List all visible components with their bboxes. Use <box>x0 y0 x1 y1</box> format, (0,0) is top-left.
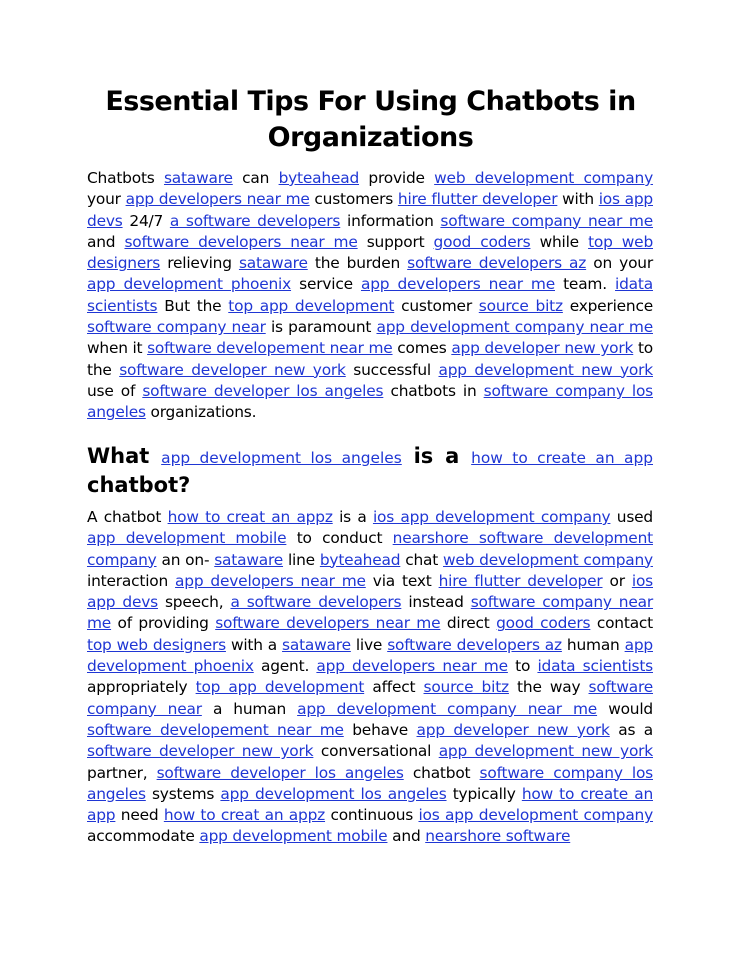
body-text: to <box>507 657 538 676</box>
body-text: support <box>357 232 434 251</box>
inline-link[interactable]: sataware <box>214 550 284 569</box>
inline-link[interactable]: app developer new york <box>451 339 634 358</box>
inline-link[interactable]: app developer new york <box>416 720 610 739</box>
inline-link[interactable]: app development new york <box>438 742 653 761</box>
body-text: What <box>87 444 162 468</box>
body-text: accommodate <box>87 827 200 846</box>
body-text: as a <box>609 720 653 739</box>
inline-link[interactable]: app development phoenix <box>87 275 292 294</box>
inline-link[interactable]: app development mobile <box>199 827 388 846</box>
inline-link[interactable]: software developers az <box>407 254 587 273</box>
inline-link[interactable]: software developers az <box>387 635 562 654</box>
body-text: to conduct <box>286 529 393 548</box>
body-text: conversational <box>313 742 439 761</box>
body-text: need <box>115 806 164 825</box>
inline-link[interactable]: hire flutter developer <box>438 571 603 590</box>
body-text: when it <box>87 339 148 358</box>
body-text: can <box>232 169 279 187</box>
body-text: 24/7 <box>122 211 170 230</box>
inline-link[interactable]: a software developers <box>230 593 402 612</box>
body-text: interaction <box>87 571 176 590</box>
inline-link[interactable]: app development company near me <box>297 699 598 718</box>
inline-link[interactable]: app development phoenix <box>87 635 653 676</box>
inline-link[interactable]: software company near me <box>87 593 653 633</box>
body-text: is a <box>401 444 472 468</box>
body-text: provide <box>359 169 435 187</box>
inline-link[interactable]: source bitz <box>423 678 509 697</box>
inline-link[interactable]: ios app development company <box>372 508 611 526</box>
body-text: used <box>610 508 654 526</box>
body-text: affect <box>364 678 424 697</box>
body-text: direct <box>440 614 497 633</box>
inline-link[interactable]: nearshore software <box>425 827 571 846</box>
body-text: on your <box>586 254 653 273</box>
inline-link[interactable]: app development los angeles <box>161 449 402 467</box>
body-paragraph <box>87 507 653 848</box>
section-heading <box>87 443 653 499</box>
body-text: chatbot <box>403 763 480 782</box>
body-text: and <box>387 827 426 846</box>
inline-link[interactable]: how to creat an appz <box>167 508 333 526</box>
inline-link[interactable]: good coders <box>496 614 591 633</box>
inline-link[interactable]: top web designers <box>87 232 654 273</box>
inline-link[interactable]: nearshore software development company <box>87 529 653 569</box>
body-text: service <box>291 275 361 294</box>
inline-link[interactable]: app development mobile <box>87 529 287 548</box>
inline-link[interactable]: web development company <box>434 169 653 187</box>
body-text: contact <box>590 614 654 633</box>
inline-link[interactable]: hire flutter developer <box>397 190 558 209</box>
inline-link[interactable]: software developer new york <box>119 360 346 379</box>
body-text: is a <box>332 508 373 526</box>
inline-link[interactable]: software developers near me <box>124 232 358 251</box>
body-text: of providing <box>111 614 216 633</box>
inline-link[interactable]: software developer new york <box>87 742 314 761</box>
inline-link[interactable]: how to create an app <box>471 449 653 467</box>
body-text: or <box>602 571 632 590</box>
body-text: organizations. <box>145 403 257 422</box>
body-text: live <box>350 635 388 654</box>
inline-link[interactable]: app developers near me <box>360 275 555 294</box>
body-text: chatbot? <box>87 473 191 497</box>
body-text: team. <box>555 275 616 294</box>
inline-link[interactable]: app developers near me <box>125 190 310 209</box>
inline-link[interactable]: web development company <box>443 550 653 569</box>
body-text: continuous <box>325 806 419 825</box>
body-text: information <box>340 211 441 230</box>
inline-link[interactable]: app development company near me <box>376 318 653 337</box>
body-text: customer <box>394 296 479 315</box>
body-text: chatbots in <box>383 381 484 400</box>
inline-link[interactable]: top app development <box>195 678 365 697</box>
body-text: a human <box>201 699 298 718</box>
body-text: human <box>561 635 625 654</box>
inline-link[interactable]: software company near <box>87 318 266 337</box>
body-text: while <box>530 232 589 251</box>
body-text: Chatbots <box>87 169 164 187</box>
body-text: behave <box>343 720 417 739</box>
body-text: and <box>87 232 125 251</box>
inline-link[interactable]: app development los angeles <box>220 784 447 803</box>
inline-link[interactable]: idata scientists <box>537 657 653 676</box>
inline-link[interactable]: app developers near me <box>316 657 508 676</box>
inline-link[interactable]: software developers near me <box>215 614 441 633</box>
inline-link[interactable]: software company los angeles <box>87 381 653 422</box>
inline-link[interactable]: app development new york <box>438 360 653 379</box>
body-text: relieving <box>160 254 239 273</box>
body-text: speech, <box>157 593 231 612</box>
inline-link[interactable]: byteahead <box>319 550 401 569</box>
inline-link[interactable]: top web designers <box>87 635 226 654</box>
inline-link[interactable]: software developement near me <box>87 720 344 739</box>
body-text: with a <box>225 635 283 654</box>
body-text: the burden <box>307 254 408 273</box>
inline-link[interactable]: good coders <box>433 232 531 251</box>
body-text: agent. <box>253 657 317 676</box>
inline-link[interactable]: app developers near me <box>175 571 366 590</box>
inline-link[interactable]: idata scientists <box>87 275 653 315</box>
body-text: via text <box>365 571 439 590</box>
inline-link[interactable]: a software developers <box>169 211 341 230</box>
body-text: the way <box>508 678 589 697</box>
body-text: experience <box>562 296 654 315</box>
inline-link[interactable]: software developement near me <box>147 339 393 358</box>
inline-link[interactable]: sataware <box>238 254 308 273</box>
inline-link[interactable]: top app development <box>228 296 395 315</box>
body-text: your <box>87 190 126 209</box>
body-text: customers <box>309 190 398 209</box>
body-text: typically <box>446 784 522 803</box>
body-text: appropriately <box>87 678 196 697</box>
body-text: successful <box>345 360 439 379</box>
body-text: is paramount <box>265 318 377 337</box>
inline-link[interactable]: byteahead <box>278 169 360 187</box>
body-text: partner, <box>87 763 157 782</box>
body-text: But the <box>157 296 229 315</box>
body-text: A chatbot <box>87 508 168 526</box>
intro-paragraph <box>87 168 653 424</box>
body-text: comes <box>392 339 452 358</box>
inline-link[interactable]: ios app development company <box>418 806 654 825</box>
inline-link[interactable]: sataware <box>163 169 233 187</box>
body-text: an on- <box>156 550 215 569</box>
inline-link[interactable]: software company los angeles <box>87 763 653 803</box>
inline-link[interactable]: ios app devs <box>87 190 653 230</box>
body-text: with <box>557 190 599 209</box>
body-text: would <box>597 699 653 718</box>
inline-link[interactable]: software company near <box>87 678 654 718</box>
inline-link[interactable]: source bitz <box>478 296 563 315</box>
inline-link[interactable]: how to creat an appz <box>163 806 326 825</box>
inline-link[interactable]: software developer los angeles <box>142 381 384 400</box>
body-text: to the <box>87 339 654 379</box>
inline-link[interactable]: software developer los angeles <box>156 763 404 782</box>
body-text: instead <box>401 593 471 612</box>
body-text: use of <box>87 381 143 400</box>
body-text: systems <box>145 784 221 803</box>
inline-link[interactable]: ios app devs <box>87 571 653 612</box>
body-text: line <box>283 550 320 569</box>
body-text: chat <box>400 550 444 569</box>
inline-link[interactable]: how to create an app <box>87 784 653 825</box>
inline-link[interactable]: sataware <box>282 635 351 654</box>
inline-link[interactable]: software company near me <box>440 211 653 230</box>
page-title: Essential Tips For Using Chatbots in Organizations <box>105 86 636 153</box>
